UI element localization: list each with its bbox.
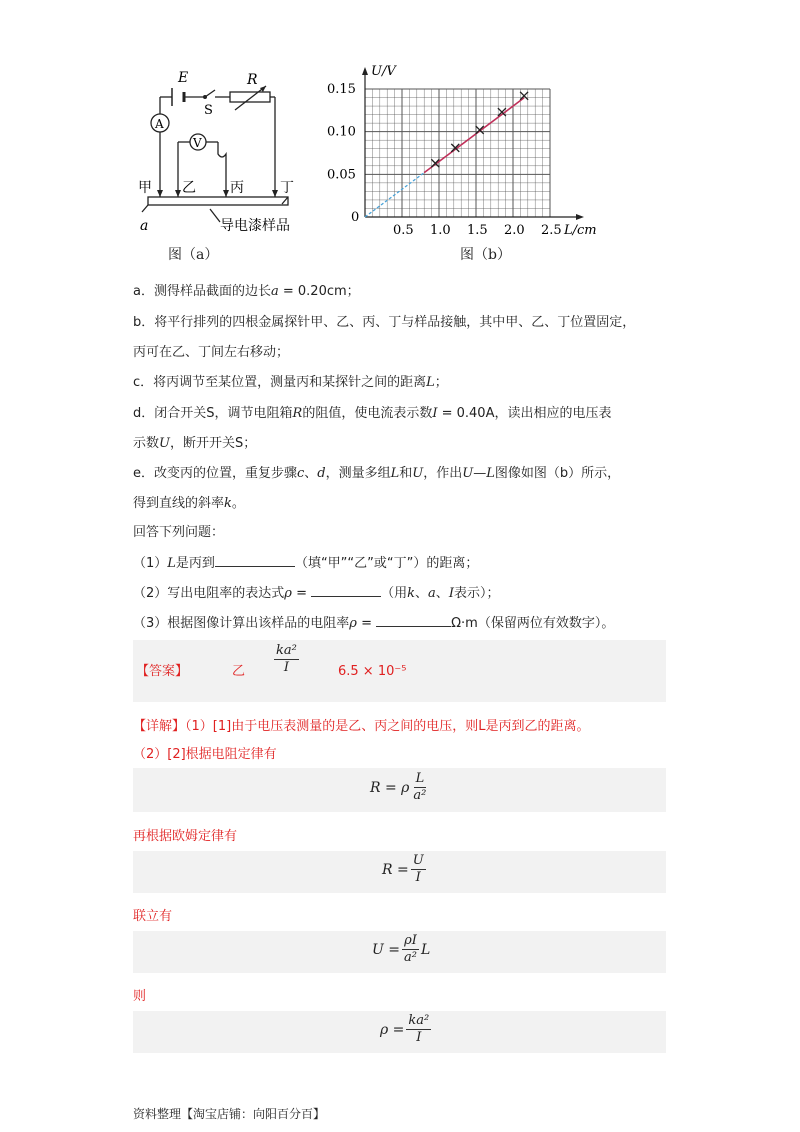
explanation-line-4: 联立有 <box>133 909 173 924</box>
question-1: （1）L是丙到 （填“甲”“乙”或“丁”）的距离； <box>133 552 478 574</box>
answer-1: 乙 <box>232 664 246 679</box>
label-R: R <box>247 72 258 88</box>
y-tick-label: 0.05 <box>327 167 356 183</box>
equation-1: R = ρ $\frac{L}{\text{a²}}$ <box>370 771 427 803</box>
label-E: E <box>178 70 189 86</box>
step-b-cont: 丙可在乙、丁间左右移动； <box>133 345 290 360</box>
x-tick-label: 2.5 <box>541 223 562 238</box>
question-intro: 回答下列问题： <box>133 525 225 540</box>
equation-4: ρ = $\frac{\text{ka²}}{I}$ <box>380 1013 430 1045</box>
equation-3: U = $\frac{\rho I}{\text{a²}}$ L <box>372 933 431 965</box>
step-e-cont: 得到直线的斜率k。 <box>133 496 245 511</box>
question-2: （2）写出电阻率的表达式ρ = （用k、a、I表示）； <box>133 582 499 604</box>
y-axis-label: U/V <box>371 64 396 79</box>
u-l-chart <box>320 52 640 242</box>
equation-2: R = $\frac{U}{I}$ <box>382 853 424 885</box>
step-d: d．闭合开关S，调节电阻箱R的阻值，使电流表示数I = 0.40A，读出相应的电压表 <box>133 406 612 421</box>
figures <box>120 52 660 267</box>
explanation-line-2: （2）[2]根据电阻定律有 <box>133 747 277 762</box>
answer-2: $\frac{\text{ka²}}{I}$ <box>276 643 297 675</box>
step-c: c．将丙调节至某位置，测量丙和某探针之间的距离L； <box>133 375 448 390</box>
label-jia: 甲 <box>138 180 152 196</box>
x-tick-label: 0.5 <box>393 223 414 238</box>
answer-blank-1[interactable] <box>215 552 295 567</box>
label-bing: 丙 <box>230 180 244 196</box>
step-a: a．测得样品截面的边长a = 0.20cm； <box>133 284 360 299</box>
x-tick-label: 1.5 <box>467 223 488 238</box>
figure-b-caption: 图（b） <box>460 247 511 263</box>
answer-label: 【答案】 <box>136 664 189 679</box>
label-ding: 丁 <box>280 180 294 196</box>
question-3: （3）根据图像计算出该样品的电阻率ρ = Ω·m（保留两位有效数字）。 <box>133 612 614 634</box>
y-tick-label: 0.15 <box>327 82 356 97</box>
x-axis-label: L/cm <box>564 223 597 238</box>
label-S: S <box>204 103 213 118</box>
x-tick-label: 1.0 <box>430 223 451 238</box>
data-point <box>431 159 439 167</box>
data-point <box>476 126 484 134</box>
answer-blank-2[interactable] <box>311 582 381 597</box>
x-axis-arrow <box>576 214 584 220</box>
origin-label: 0 <box>351 210 360 225</box>
answer-3: 6.5 × 10⁻⁵ <box>338 664 407 679</box>
step-e: e．改变丙的位置，重复步骤c、d，测量多组L和U，作出U—L图像如图（b）所示， <box>133 466 621 481</box>
figure-a-caption: 图（a） <box>168 247 219 263</box>
label-a: a <box>140 218 149 234</box>
label-sample: 导电漆样品 <box>220 218 290 234</box>
circuit-diagram <box>120 52 320 242</box>
y-axis-arrow <box>362 67 368 75</box>
answer-blank-3[interactable] <box>376 612 451 627</box>
explanation-line-1: 【详解】（1）[1]由于电压表测量的是乙、丙之间的电压，则L是丙到乙的距离。 <box>133 719 590 734</box>
explanation-line-5: 则 <box>133 989 147 1004</box>
label-V: V <box>193 136 202 150</box>
x-tick-label: 2.0 <box>504 223 525 238</box>
step-b: b．将平行排列的四根金属探针甲、乙、丙、丁与样品接触，其中甲、乙、丁位置固定， <box>133 315 636 330</box>
step-d-cont: 示数U，断开开关S； <box>133 436 257 451</box>
y-tick-label: 0.10 <box>327 124 356 140</box>
footer-note: 资料整理【淘宝店铺：向阳百分百】 <box>133 1107 326 1121</box>
label-yi: 乙 <box>182 180 196 196</box>
explanation-line-3: 再根据欧姆定律有 <box>133 829 238 844</box>
label-A: A <box>155 117 164 131</box>
